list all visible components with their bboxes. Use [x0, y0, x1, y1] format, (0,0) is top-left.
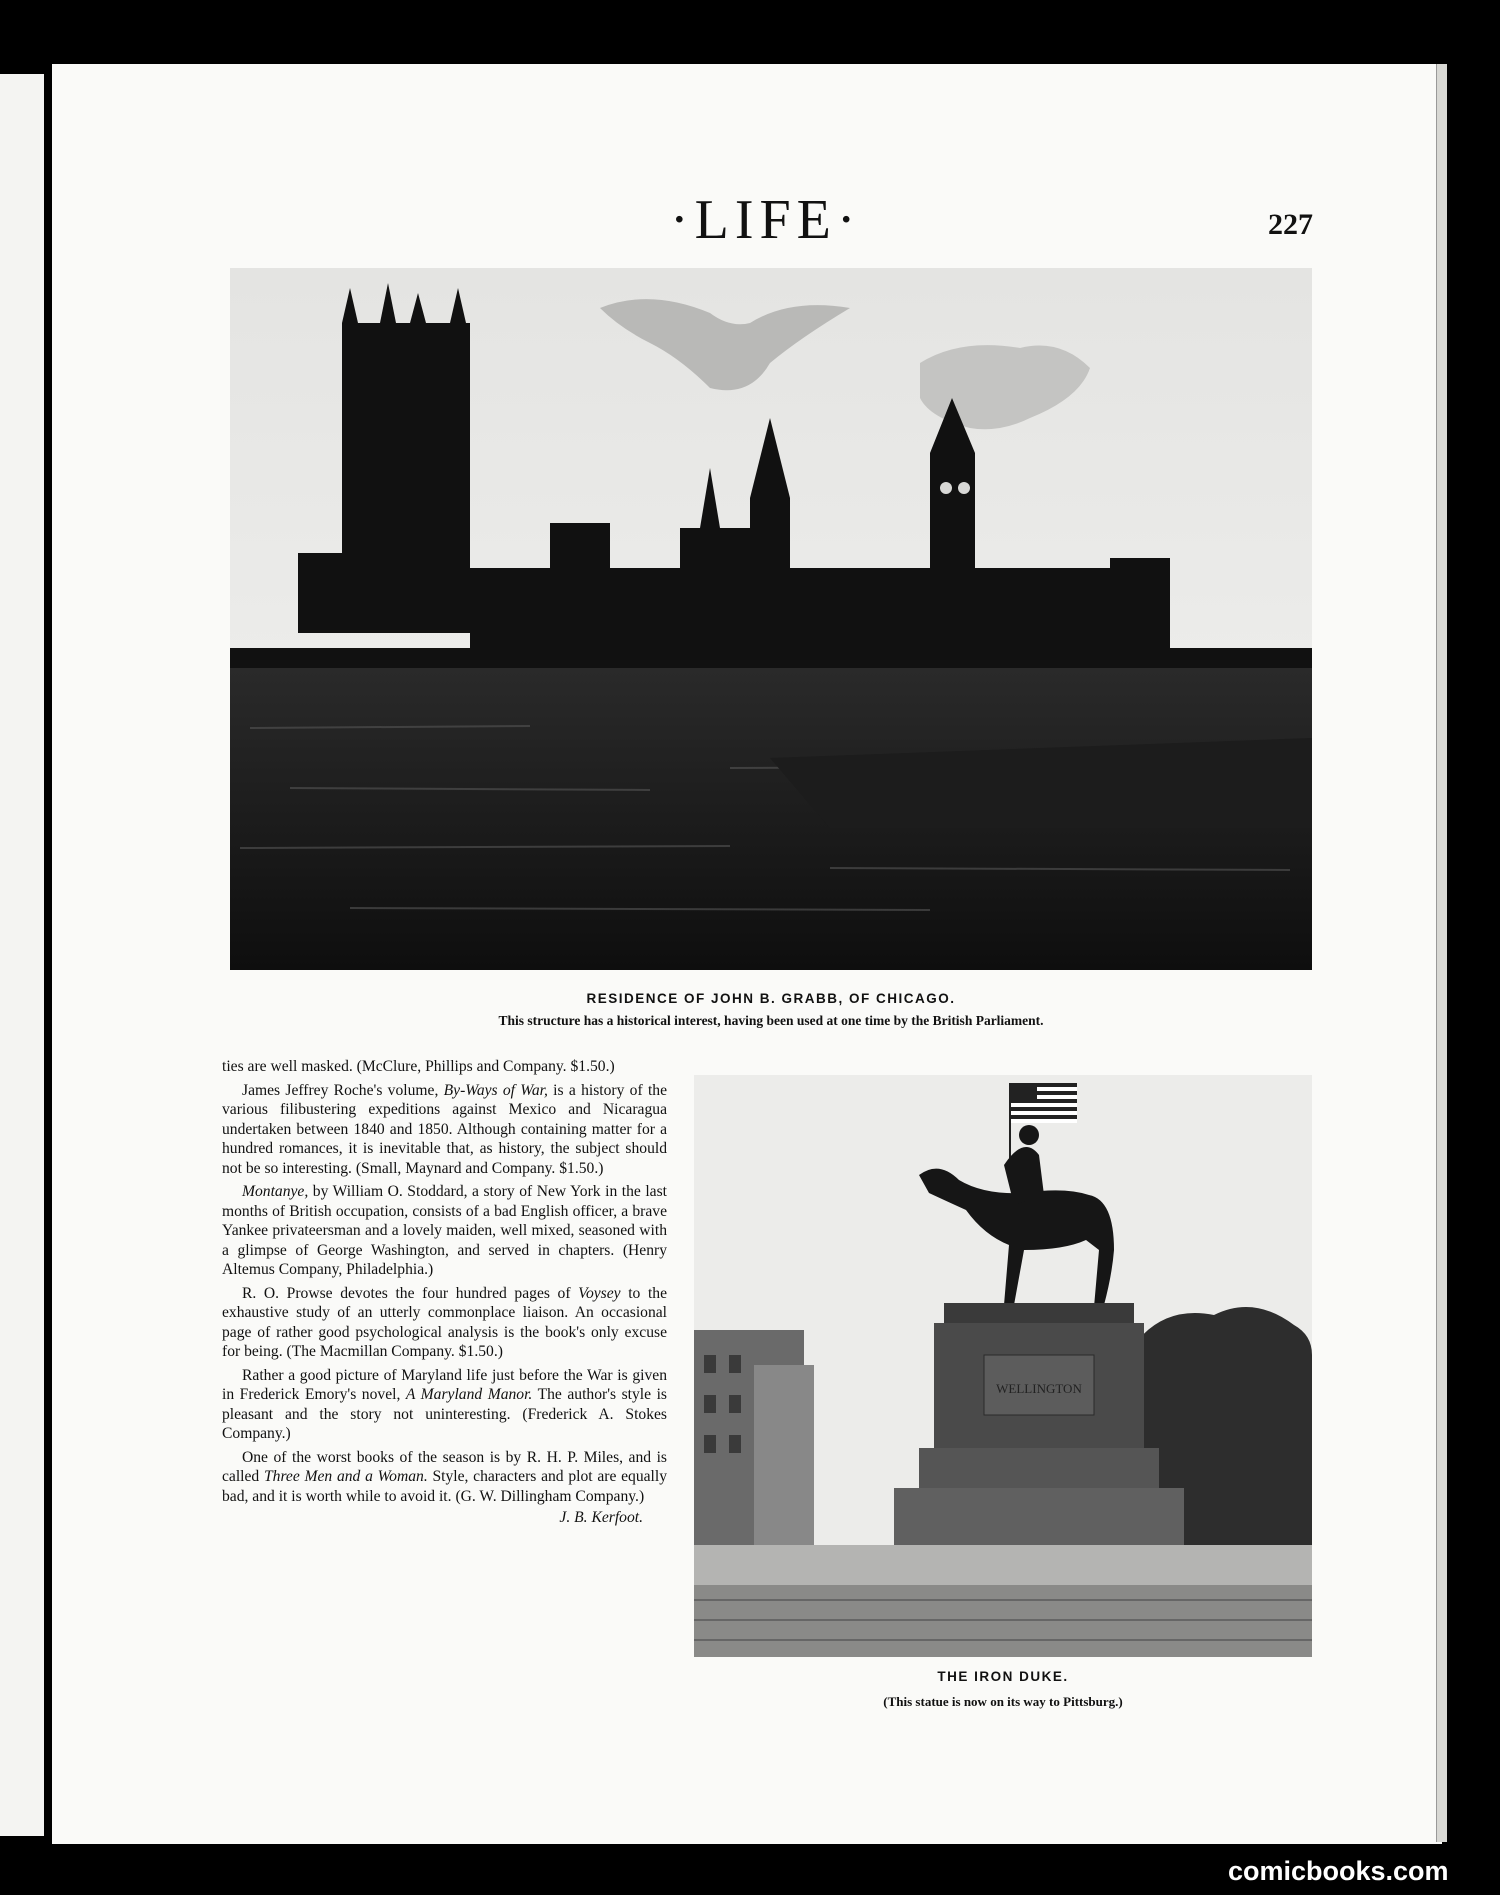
wellington-statue-photo — [694, 1075, 1312, 1657]
review-paragraph: James Jeffrey Roche's volume, By-Ways of War, is a history of the various filibustering expeditions against Mexico and Nicaragua undertaken between 1840 and 1850. Although containing matter for a hundred romances, it is inevitable that, as history, the subject should not be so interesting. (Small, Maynard and Company. $1.50.) — [222, 1081, 667, 1177]
book-title: Montanye, — [242, 1183, 309, 1200]
book-title: Voysey — [578, 1284, 621, 1302]
review-paragraph: ties are well masked. (McClure, Phillips and Company. $1.50.) — [222, 1058, 615, 1075]
book-title: A Maryland Manor. — [405, 1386, 533, 1403]
masthead: ·LIFE· — [670, 189, 862, 251]
statue-illustration — [694, 1075, 1312, 1657]
page-edge — [1436, 64, 1447, 1842]
plinth-inscription: WELLINGTON — [996, 1381, 1082, 1396]
review-paragraph: Rather a good picture of Maryland life just before the War is given in Frederick Emory's novel, A Maryland Manor. The author's style is pleasant and the story not uninteresting. (Frederick A. Stokes Company.) — [222, 1366, 667, 1442]
page-number: 227 — [1268, 208, 1313, 241]
photo2-caption-title: THE IRON DUKE. — [937, 1669, 1069, 1684]
review-paragraph: One of the worst books of the season is by R. H. P. Miles, and is called Three Men and a Woman. Style, characters and plot are equally bad, and it is worth while to avoid it. (G. W. Dillingham Company.) — [222, 1448, 668, 1505]
parliament-photo — [230, 268, 1312, 970]
facing-page-edge — [0, 74, 44, 1836]
photo2-caption-subtitle: (This statue is now on its way to Pittsburg.) — [883, 1694, 1123, 1709]
review-paragraph: R. O. Prowse devotes the four hundred pages of Voysey to the exhaustive study of an utterly commonplace liaison. An occasional page of rather good psychological analysis is the book's only excuse for being. (The Macmillan Company. $1.50.) — [222, 1284, 667, 1360]
parliament-illustration — [230, 268, 1312, 970]
book-reviews-column — [222, 1057, 667, 1528]
book-title: By-Ways of War, — [443, 1081, 548, 1099]
watermark-logo: comicbooks.com — [1228, 1856, 1449, 1886]
book-title: Three Men and a Woman. — [263, 1468, 428, 1485]
photo1-caption-subtitle: This structure has a historical interest, having been used at one time by the British Parliament. — [498, 1013, 1044, 1028]
signature: J. B. Kerfoot. — [559, 1509, 643, 1526]
review-paragraph: Montanye, by William O. Stoddard, a story of New York in the last months of British occupation, consists of a bad English officer, a brave Yankee privateersman and a lovely maiden, well mixed, seasoned with a glimpse of George Washington, and served in chapters. (Henry Altemus Company, Philadelphia.) — [222, 1183, 667, 1278]
photo1-caption-title: RESIDENCE OF JOHN B. GRABB, OF CHICAGO. — [586, 991, 956, 1006]
